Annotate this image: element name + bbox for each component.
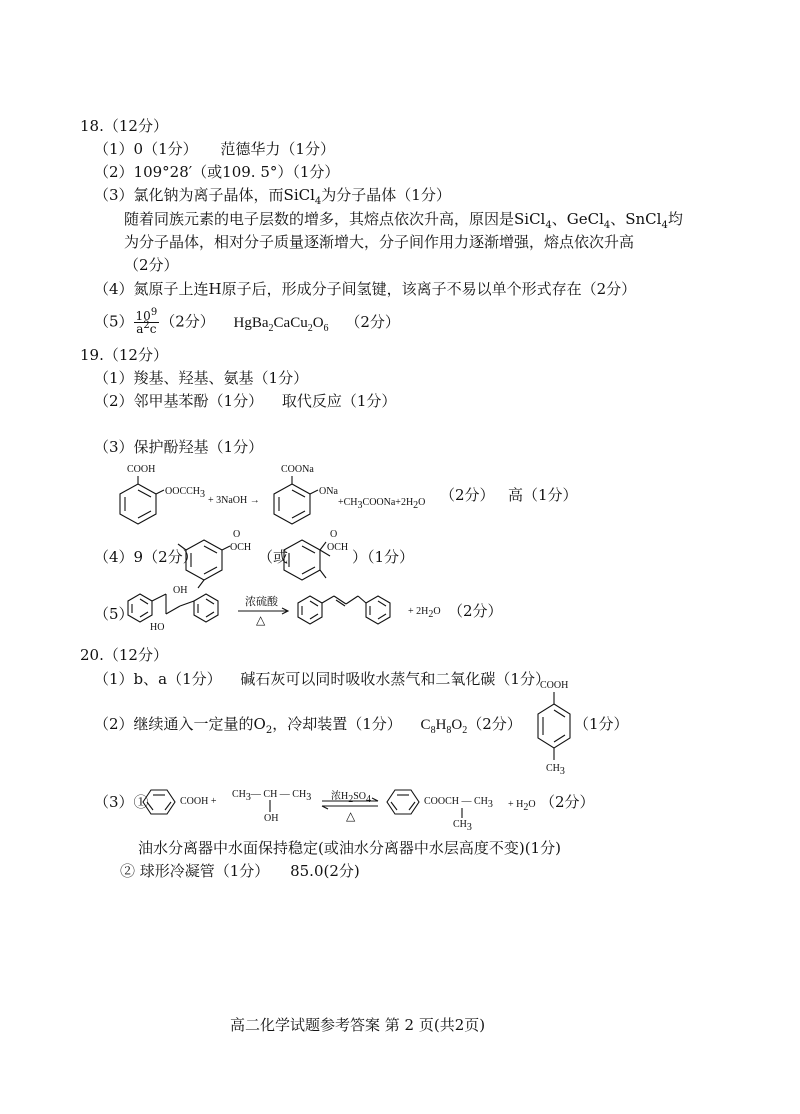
cond2s: 4 — [366, 794, 372, 805]
h: H — [435, 717, 447, 733]
q19-5-score: （2分） — [448, 602, 503, 620]
ester-ring — [387, 788, 421, 816]
frac-num: 10 — [135, 309, 151, 323]
q19-2-a: （2）邻甲基苯酚（1分） — [94, 392, 264, 410]
r3-score: （2分） — [440, 486, 495, 504]
q18-3-text-a: （3）氯化钠为离子晶体，而SiCl — [94, 186, 315, 204]
p-toluic-acid-structure — [534, 688, 574, 772]
q19-line-1: （1）羧基、羟基、氨基（1分） — [94, 369, 309, 387]
f-o: O — [312, 314, 324, 331]
f-cacu: CaCu — [273, 314, 308, 331]
q18-line-3 — [94, 185, 451, 205]
q20-2-b: ，冷却装置（1分） — [272, 715, 402, 733]
q20-2-score: （2分） — [467, 715, 522, 733]
toluic-cooh: COOH — [540, 680, 569, 691]
q18-4-b: 、GeCl — [551, 210, 604, 228]
chchs: 3 — [306, 792, 312, 803]
ch3bs: 3 — [466, 822, 472, 833]
q20-line-1 — [94, 669, 550, 689]
ch3as: 3 — [245, 792, 251, 803]
toluic-ch3 — [546, 763, 565, 777]
h2so4-condition: 浓硫酸 — [245, 596, 278, 608]
q18-1-answer: （1）0（1分） — [94, 140, 198, 158]
naoh-arrow: + 3NaOH → — [208, 495, 260, 506]
wa: + H — [508, 799, 524, 810]
wa2: O — [528, 799, 536, 810]
ester-chain — [424, 796, 493, 810]
isomer2-o: O — [330, 529, 338, 540]
q19-line-3: （3）保护酚羟基（1分） — [94, 438, 264, 456]
hs: 8 — [446, 725, 452, 736]
ococh3-sub: 3 — [200, 489, 206, 500]
w1: + 2H — [408, 606, 429, 617]
q19-5-products — [408, 606, 441, 620]
q18-line-1 — [94, 139, 335, 159]
sodium-salicylate-structure — [272, 478, 316, 526]
q20-5-b: 85.0(2分) — [290, 862, 360, 880]
water-product — [508, 799, 536, 813]
q19-4-score: ）（1分） — [352, 548, 415, 566]
f-s3: 6 — [323, 322, 329, 334]
oh-bond — [268, 800, 272, 814]
aspirin-ococh3 — [165, 486, 206, 500]
q18-4-s2: 4 — [603, 220, 611, 231]
q20-heading: 20.（12分） — [80, 646, 168, 664]
q18-line-2: （2）109°28′（或109. 5°）（1分） — [94, 163, 340, 181]
q20-2-s: 2 — [265, 725, 273, 736]
diol-oh: OH — [173, 585, 188, 596]
q19-2-b: 取代反应（1分） — [281, 392, 397, 410]
frac-den-c: c — [149, 322, 157, 336]
ch3s: 3 — [559, 766, 565, 777]
isopropanol-oh: OH — [264, 813, 279, 824]
q18-5-score-b: （2分） — [345, 312, 400, 331]
q18-4-s3: 4 — [661, 220, 668, 231]
ester-ch3 — [453, 819, 472, 833]
aspirin-cooh: COOH — [127, 464, 156, 475]
q20-2-formula — [420, 717, 468, 736]
t1: +CH — [338, 497, 358, 508]
salt-coona: COONa — [281, 464, 314, 475]
ch3: CH — [546, 763, 560, 774]
frac-den-sup: 2 — [143, 320, 150, 331]
q20-5-a: ② 球形冷凝管（1分） — [120, 862, 270, 880]
cs: 8 — [430, 725, 436, 736]
frac-num-sup: 9 — [150, 307, 158, 318]
q18-1-answer-b: 范德华力（1分） — [220, 140, 335, 158]
c: C — [420, 717, 431, 733]
os: 2 — [462, 725, 468, 736]
q18-3-text-b: 为分子晶体（1分） — [321, 186, 451, 204]
q20-line-2 — [94, 714, 522, 735]
diol-structure — [126, 592, 236, 632]
q20-3-label: （3）① — [94, 793, 149, 811]
q18-heading: 18.（12分） — [80, 117, 168, 135]
q18-4-s1: 4 — [545, 220, 552, 231]
heat-symbol: △ — [256, 613, 266, 627]
f-hgba: HgBa — [233, 314, 269, 331]
benzoic-cooh: COOH + — [180, 796, 217, 807]
ester-isomer-2 — [282, 530, 326, 584]
q18-line-6: （2分） — [124, 256, 179, 274]
t3: O — [418, 497, 426, 508]
es: COOCH — CH — [424, 796, 488, 807]
q19-heading: 19.（12分） — [80, 346, 168, 364]
r3-products — [338, 497, 426, 511]
q20-2-a: （2）继续通入一定量的O — [94, 715, 266, 733]
q19-4-label: （4）9（2分） — [94, 548, 198, 566]
benzoic-acid-ring — [143, 788, 177, 816]
ch3a: CH — [232, 789, 246, 800]
ester-isomer-1 — [184, 530, 228, 584]
q19-5-label: （5） — [94, 605, 134, 623]
q18-4-d: 均 — [667, 210, 683, 228]
q20-1-a: （1）b、a（1分） — [94, 670, 222, 688]
q18-line-8 — [94, 307, 400, 336]
salt-ona: ONa — [319, 486, 338, 497]
frac-den-a: a — [136, 322, 144, 336]
page-footer: 高二化学试题参考答案 第 2 页(共2页) — [230, 1016, 486, 1034]
aspirin-structure — [118, 478, 162, 526]
isomer2-och: OCH — [327, 542, 349, 553]
q20-3-score: （2分） — [540, 793, 595, 811]
cond1: 浓H — [331, 791, 349, 802]
q18-4-c: 、SnCl — [610, 210, 662, 228]
w1s: 2 — [428, 609, 434, 620]
q18-5-formula — [233, 314, 329, 334]
q18-line-4 — [124, 209, 683, 229]
toluic-score: （1分） — [574, 715, 629, 733]
q18-line-5: 为分子晶体，相对分子质量逐渐增大，分子间作用力逐渐增强，熔点依次升高 — [124, 233, 635, 251]
diol-ho: HO — [150, 622, 165, 633]
q20-1-b: 碱石灰可以同时吸收水蒸气和二氧化碳（1分） — [240, 670, 550, 688]
ess: 3 — [487, 799, 493, 810]
q18-5-label: （5） — [94, 312, 134, 331]
f-s1: 2 — [268, 322, 274, 334]
q20-line-5 — [120, 861, 360, 881]
o: O — [451, 717, 463, 733]
f-s2: 2 — [307, 322, 313, 334]
chch: — CH — CH — [250, 789, 307, 800]
t2s: 2 — [413, 500, 419, 511]
q18-line-7: （4）氮原子上连H原子后，形成分子间氢键，该离子不易以单个形式存在（2分） — [94, 280, 637, 298]
q18-3-sub: 4 — [314, 196, 322, 207]
q18-5-fraction — [134, 307, 160, 336]
q19-line-2 — [94, 391, 396, 411]
diene-structure — [296, 592, 406, 632]
q20-line-4: 油水分离器中水面保持稳定(或油水分离器中水层高度不变)(1分) — [138, 839, 561, 857]
equilibrium-arrow — [322, 799, 380, 809]
t2: COONa+2H — [362, 497, 414, 508]
isomer1-och: OCH — [230, 542, 252, 553]
q18-5-score: （2分） — [160, 312, 215, 331]
was: 2 — [523, 802, 529, 813]
ococh3-text: OOCCH — [165, 486, 201, 497]
r3-high: 高（1分） — [508, 486, 578, 504]
t1s: 3 — [357, 500, 363, 511]
isomer1-o: O — [233, 529, 241, 540]
ch3b: CH — [453, 819, 467, 830]
cond2: SO — [353, 791, 367, 802]
isopropanol — [232, 789, 312, 803]
q19-4-or: （或 — [258, 548, 289, 566]
cond1s: 2 — [348, 794, 354, 805]
heat-symbol-2: △ — [346, 809, 356, 823]
q18-4-a: 随着同族元素的电子层数的增多，其熔点依次升高，原因是SiCl — [124, 210, 546, 228]
w2: O — [433, 606, 441, 617]
